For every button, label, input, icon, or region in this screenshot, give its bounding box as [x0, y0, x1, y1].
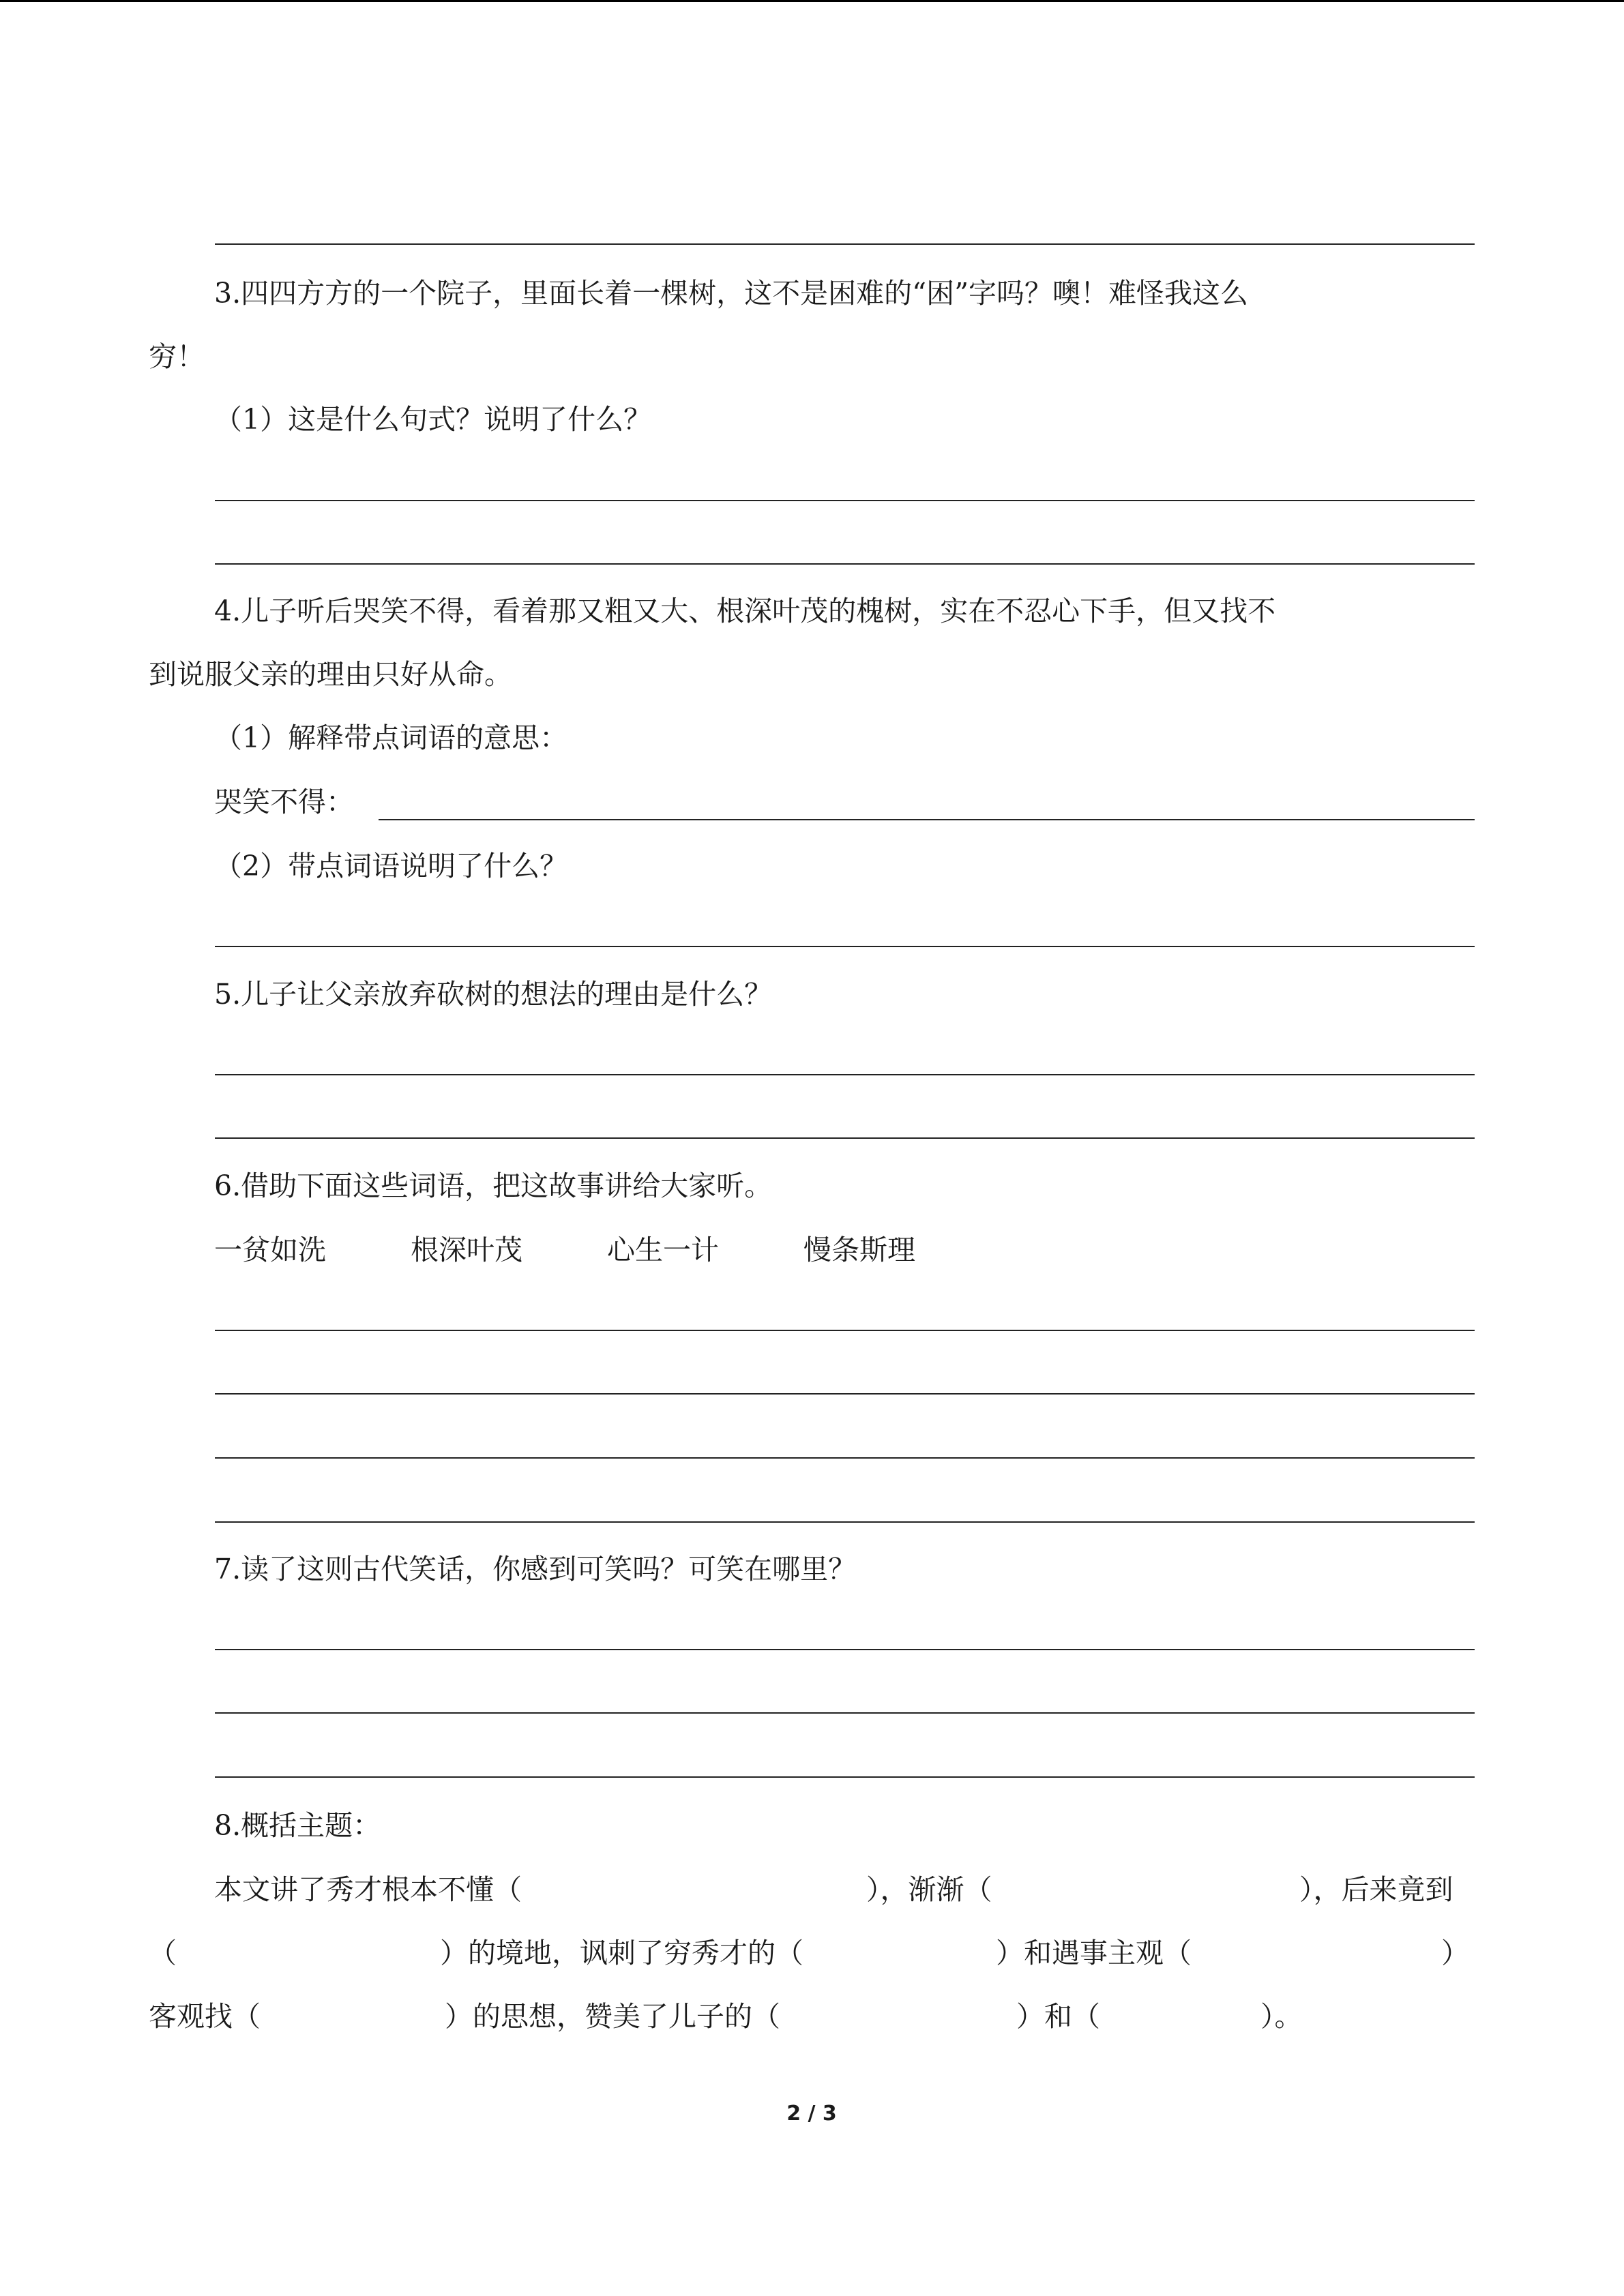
answer-line[interactable]	[215, 1649, 1475, 1650]
answer-line[interactable]	[215, 1776, 1475, 1778]
answer-line[interactable]	[215, 1712, 1475, 1714]
q8-p1-seg: ），后来竟到	[1299, 1873, 1453, 1906]
q3-sub1: （1）这是什么句式？说明了什么？	[214, 403, 652, 436]
q8-p2-seg: ）的境地，讽刺了穷秀才的（	[440, 1937, 803, 1969]
q7-text: 7.读了这则古代笑话，你感到可笑吗？可笑在哪里？	[214, 1553, 857, 1585]
q8-p3-seg: ）。	[1260, 2000, 1303, 2033]
answer-line[interactable]	[215, 1521, 1475, 1523]
q8-p3-seg: 客观找（	[149, 2000, 261, 2033]
q3-text-line2: 穷！	[149, 340, 205, 373]
q8-p3-seg: ）和（	[1016, 2000, 1100, 2033]
q6-text: 6.借助下面这些词语，把这故事讲给大家听。	[214, 1169, 773, 1202]
answer-line[interactable]	[215, 500, 1475, 501]
answer-line[interactable]	[215, 1137, 1475, 1139]
q4-sub2: （2）带点词语说明了什么？	[214, 850, 568, 882]
q6-word: 慢条斯理	[803, 1234, 915, 1266]
q4-term: 哭笑不得：	[214, 786, 354, 818]
answer-line[interactable]	[215, 1330, 1475, 1331]
q6-word: 一贫如洗	[214, 1234, 326, 1266]
q8-p1-seg: 本文讲了秀才根本不懂（	[214, 1873, 522, 1906]
q4-sub1: （1）解释带点词语的意思：	[214, 721, 568, 754]
q8-p3-seg: ）的思想，赞美了儿子的（	[445, 2000, 780, 2033]
answer-line[interactable]	[215, 563, 1475, 565]
q8-p2-seg: ）和遇事主观（	[996, 1937, 1192, 1969]
answer-line[interactable]	[215, 1457, 1475, 1459]
answer-line[interactable]	[215, 1393, 1475, 1395]
page-top-border	[0, 0, 1624, 2]
q8-p2-seg: （	[149, 1937, 177, 1969]
q4-text-line1: 4.儿子听后哭笑不得，看着那又粗又大、根深叶茂的槐树，实在不忍心下手，但又找不	[214, 595, 1276, 627]
answer-line[interactable]	[215, 243, 1475, 245]
q6-word: 根深叶茂	[411, 1234, 522, 1266]
q3-text-line1: 3.四四方方的一个院子，里面长着一棵树，这不是困难的“困”字吗？噢！难怪我这么	[214, 277, 1249, 310]
q5-text: 5.儿子让父亲放弃砍树的想法的理由是什么？	[214, 978, 773, 1011]
q8-title: 8.概括主题：	[214, 1809, 381, 1842]
term-answer-line[interactable]	[379, 819, 1475, 820]
q4-text-line2: 到说服父亲的理由只好从命。	[149, 658, 512, 691]
q8-p1-seg: ），渐渐（	[866, 1873, 992, 1906]
q8-p2-seg: ）	[1441, 1937, 1469, 1969]
q6-word: 心生一计	[607, 1234, 719, 1266]
answer-line[interactable]	[215, 1074, 1475, 1075]
page-number: 2 / 3	[786, 2102, 837, 2126]
answer-line[interactable]	[215, 946, 1475, 947]
